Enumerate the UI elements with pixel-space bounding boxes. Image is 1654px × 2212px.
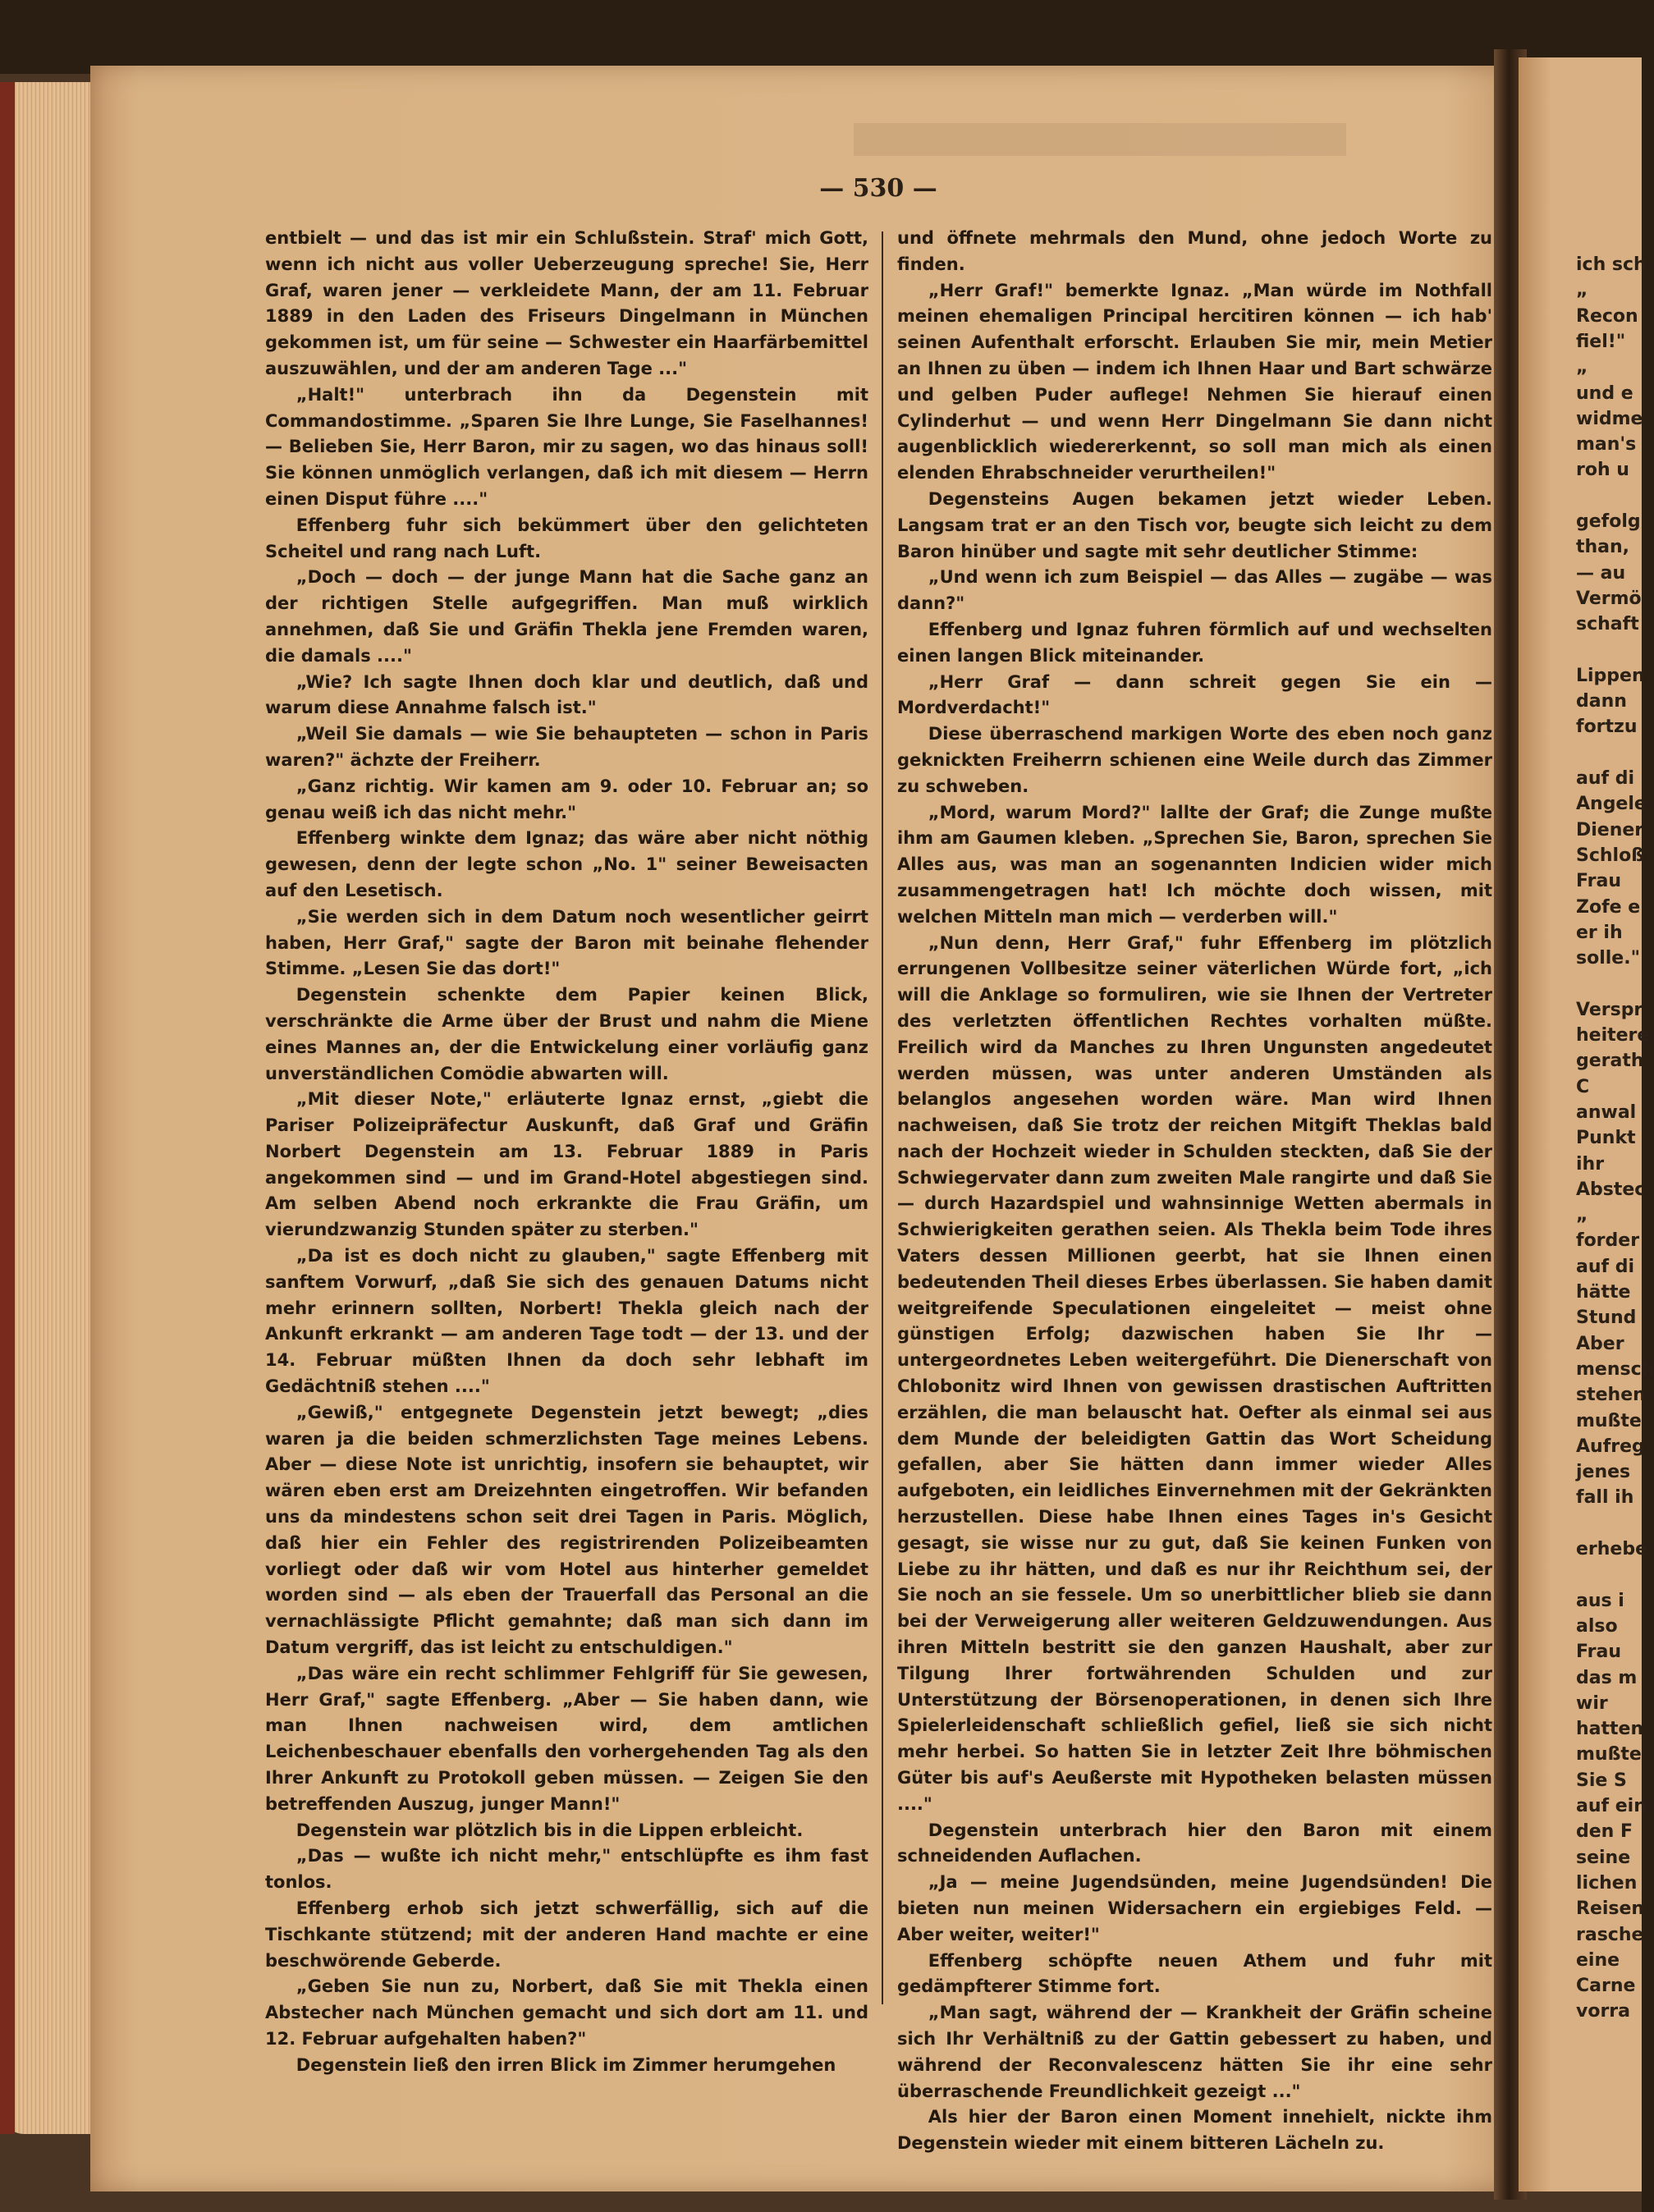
paragraph: „Doch — doch — der junge Mann hat die Sache ganz an der richtigen Stelle aufgegriffen. Man muß wirklich annehmen, daß Sie und Gräfin Thekla jene Fremden waren, die damals ...." [265, 567, 868, 666]
paragraph: „Halt!" unterbrach ihn da Degenstein mit Commandostimme. „Sparen Sie Ihre Lunge, Sie Faselhannes! — Belieben Sie, Herr Baron, mir zu sagen, wo das hinaus soll! Sie können unmöglich verlangen, daß ich mit diesem — Herrn einen Disput führe ...." [265, 384, 868, 509]
facing-page-line: und e [1576, 382, 1633, 404]
facing-page-line: er ih [1576, 922, 1623, 943]
paragraph: „Da ist es doch nicht zu glauben," sagte Effenberg mit sanftem Vorwurf, „daß Sie sich des genauen Datums nicht mehr erinnern sollten, Norbert! Thekla gleich nach der Ankunft erkrankt — am anderen Tage todt — der 13. und der 14. Februar müßten Ihnen da doch sehr lebhaft im Gedächtniß stehen ...." [265, 1246, 868, 1397]
facing-page-line: mußte [1576, 1410, 1642, 1431]
facing-page-line: lichen [1576, 1872, 1638, 1894]
facing-page-line: heitere [1576, 1025, 1650, 1046]
paragraph: Diese überraschend markigen Worte des eben noch ganz geknickten Freiherrn schienen eine Weile durch das Zimmer zu schweben. [897, 724, 1492, 796]
facing-page-line: widme [1576, 408, 1643, 429]
facing-page-line: hatten [1576, 1719, 1644, 1740]
facing-page-line: schaft [1576, 614, 1639, 635]
facing-page-line: vorra [1576, 2001, 1630, 2022]
facing-page-line: Vermö [1576, 588, 1642, 609]
facing-page-line: „ [1576, 1205, 1588, 1226]
paragraph: „Mord, warum Mord?" lallte der Graf; die Zunge mußte ihm am Gaumen kleben. „Sprechen Sie, Baron, sprechen Sie Alles aus, was man an sogenannten Indicien wider mich zusammengetragen hat! Ich möchte doch wissen, mit welchen Mitteln man mich — verderben will." [897, 802, 1492, 927]
facing-page-line: man's [1576, 434, 1637, 456]
paragraph: „Weil Sie damals — wie Sie behaupteten — schon in Paris waren?" ächzte der Freiherr. [265, 724, 868, 770]
facing-page-line: also [1576, 1615, 1618, 1637]
facing-page-line: forder [1576, 1230, 1640, 1252]
facing-page-line: eine [1576, 1949, 1620, 1971]
facing-page-line: gerath [1576, 1051, 1644, 1072]
paragraph: Degenstein war plötzlich bis in die Lippen erbleicht. [296, 1820, 804, 1840]
facing-page-line: roh u [1576, 460, 1629, 481]
facing-page-line: mensch [1576, 1358, 1654, 1380]
facing-page-line: Zofe e [1576, 896, 1641, 918]
paragraph: „Ja — meine Jugendsünden, meine Jugendsünden! Die bieten nun meinen Widersachern ein ergiebiges Feld. — Aber weiter, weiter!" [897, 1872, 1492, 1944]
paragraph: Degenstein ließ den irren Blick im Zimmer herumgehen [296, 2054, 836, 2075]
facing-page-line: ich sch [1576, 254, 1647, 275]
facing-page-line: Reisen [1576, 1898, 1645, 1920]
paragraph: Effenberg und Ignaz fuhren förmlich auf und wechselten einen langen Blick miteinander. [897, 619, 1492, 666]
book-binding [0, 82, 15, 2134]
facing-page-line: Lippen [1576, 665, 1645, 686]
paragraph: „Ganz richtig. Wir kamen am 9. oder 10. Februar an; so genau weiß ich das nicht mehr." [265, 776, 868, 822]
facing-page-line: Recon [1576, 305, 1638, 327]
facing-page-line: fortzu [1576, 717, 1638, 738]
paragraph: Degenstein schenkte dem Papier keinen Blick, verschränkte die Arme über der Brust und nahm die Miene eines Mannes an, der die Entwickelung einer vorläufig ganz unverständlichen Comödie abwarten will. [265, 985, 868, 1083]
facing-page-line: fiel!" [1576, 331, 1626, 352]
facing-page-line: C [1576, 1076, 1590, 1097]
paragraph: „Das — wußte ich nicht mehr," entschlüpfte es ihm fast tonlos. [265, 1846, 868, 1893]
facing-page-line: mußte [1576, 1744, 1642, 1765]
facing-page-line: rasche [1576, 1924, 1644, 1945]
paragraph: „Herr Graf — dann schreit gegen Sie ein — Mordverdacht!" [897, 671, 1492, 718]
facing-page-line: Carne [1576, 1976, 1636, 1997]
facing-page-line: auf di [1576, 768, 1635, 789]
paragraph: entbielt — und das ist mir ein Schlußstein. Straf' mich Gott, wenn ich nicht aus voller Ueberzeugung spreche! Sie, Herr Graf, waren jener — verkleidete Mann, der am 11. Februar 1889 in den Laden des Friseurs Dingelmann in München gekommen ist, um für seine — Schwester ein Haarfärbemittel auszuwählen, und der am anderen Tage ..." [265, 228, 868, 378]
facing-page-line: seine [1576, 1847, 1631, 1868]
facing-page-line: stehen [1576, 1385, 1646, 1406]
facing-page-line: hätte [1576, 1282, 1631, 1303]
facing-page-line: Abstec [1576, 1179, 1646, 1200]
paragraph: „Man sagt, während der — Krankheit der Gräfin scheine sich Ihr Verhältniß zu der Gattin gebessert zu haben, und während der Reconvalescenz hätten Sie ihr eine sehr überraschende Freundlichkeit gezeigt ..." [897, 2003, 1492, 2101]
stacked-page-edges [0, 82, 103, 2134]
facing-page-line: erhebe [1576, 1539, 1648, 1559]
facing-page-line: solle." [1576, 948, 1641, 969]
paragraph: „Und wenn ich zum Beispiel — das Alles — zugäbe — was dann?" [897, 567, 1492, 614]
facing-page-line: gefolg [1576, 511, 1641, 532]
facing-page-line: Aber [1576, 1333, 1624, 1354]
facing-page-line: — au [1576, 562, 1626, 584]
facing-page-line: wir [1576, 1692, 1608, 1714]
page-number: — 530 — [819, 174, 937, 203]
facing-page-line: anwal [1576, 1101, 1637, 1123]
facing-page-line: Punkt [1576, 1128, 1636, 1149]
facing-page-line: Diener [1576, 819, 1644, 840]
column-divider [882, 231, 883, 2004]
facing-page-line: Frau [1576, 871, 1621, 892]
bleed-through-shadow [854, 123, 1346, 156]
facing-page-line: „ [1576, 357, 1588, 378]
facing-page-line: dann [1576, 691, 1627, 712]
facing-page-fragment [1519, 57, 1654, 2191]
paragraph: „Wie? Ich sagte Ihnen doch klar und deutlich, daß und warum diese Annahme falsch ist." [265, 671, 868, 718]
paragraph: Als hier der Baron einen Moment innehielt, nickte ihm Degenstein wieder mit einem bitteren Lächeln zu. [897, 2107, 1492, 2154]
facing-page-line: auf di [1576, 1256, 1635, 1277]
text-column-left [265, 226, 868, 2079]
facing-page-line: Frau [1576, 1642, 1621, 1663]
facing-page-line: das m [1576, 1667, 1638, 1688]
facing-page-line: Angele [1576, 794, 1647, 815]
facing-page-line: Schloß [1576, 845, 1645, 866]
paragraph: und öffnete mehrmals den Mund, ohne jedoch Worte zu finden. [897, 228, 1492, 274]
facing-page-line: jenes [1576, 1462, 1631, 1483]
facing-page-line: aus i [1576, 1590, 1624, 1611]
paragraph: „Mit dieser Note," erläuterte Ignaz ernst, „giebt die Pariser Polizeipräfectur Auskunft, daß Graf und Gräfin Norbert Degenstein am 13. Februar 1889 in Paris angekommen sind — und im Grand-Hotel abgestiegen sind. Am selben Abend noch erkrankte die Frau Gräfin, um vierundzwanzig Stunden später zu sterben." [265, 1089, 868, 1240]
paragraph: „Sie werden sich in dem Datum noch wesentlicher geirrt haben, Herr Graf," sagte der Baron mit beinahe flehender Stimme. „Lesen Sie das dort!" [265, 906, 868, 979]
paragraph: „Herr Graf!" bemerkte Ignaz. „Man würde im Nothfall meinen ehemaligen Principal hercitiren können — ich hab' seinen Aufenthalt erforscht. Erlauben Sie mir, mein Metier an Ihnen zu üben — indem ich Ihnen Haar und Bart schwärze und gelben Puder auflege! Nehmen Sie hierauf einen Cylinderhut — und wenn Herr Dingelmann Sie dann nicht augenblicklich wiedererkennt, so soll man mich als einen elenden Ehrabschneider verurtheilen!" [897, 280, 1492, 483]
facing-page-line: Stund [1576, 1308, 1637, 1329]
paragraph: „Geben Sie nun zu, Norbert, daß Sie mit Thekla einen Abstecher nach München gemacht und sich dort am 11. und 12. Februar aufgehalten haben?" [265, 1976, 868, 2049]
facing-page-line: than, [1576, 537, 1630, 558]
paragraph: Effenberg erhob sich jetzt schwerfällig, sich auf die Tischkante stützend; mit der anderen Hand machte er eine beschwörende Geberde. [265, 1898, 868, 1971]
facing-page-line: Sie S [1576, 1770, 1627, 1791]
paragraph: Effenberg fuhr sich bekümmert über den gelichteten Scheitel und rang nach Luft. [265, 515, 868, 561]
facing-page-line: „ [1576, 280, 1588, 301]
paragraph: Effenberg schöpfte neuen Athem und fuhr mit gedämpfterer Stimme fort. [897, 1950, 1492, 1997]
paragraph: Degensteins Augen bekamen jetzt wieder Leben. Langsam trat er an den Tisch vor, beugte sich leicht zu dem Baron hinüber und sagte mit sehr deutlicher Stimme: [897, 488, 1492, 561]
facing-page-line: ihr [1576, 1153, 1605, 1175]
paragraph: „Nun denn, Herr Graf," fuhr Effenberg im plötzlich errungenen Vollbesitze seiner väterlichen Würde fort, „ich will die Anklage so formuliren, wie sie Ihnen der Vertreter des verletzten öffentlichen Rechtes vorhalten müßte. Freilich wird da Manches zu Ihren Ungunsten angedeutet werden müssen, was unter anderen Umständen als belanglos angesehen worden wäre. Man wird Ihnen nachweisen, daß Sie trotz der reichen Mitgift Theklas bald nach der Hochzeit wieder in Schulden steckten, daß Sie der Schwiegervater dann zum zweiten Male rangirte und daß Sie — durch Hazardspiel und wahnsinnige Wetten abermals in Schwierigkeiten gerathen seien. Als Thekla beim Tode ihres Vaters dessen Millionen geerbt, hat sie Ihnen einen bedeutenden Theil dieses Erbes überlassen. Sie haben damit weitgreifende Speculationen eingeleitet — meist ohne günstigen Erfolg; dazwischen haben Sie Ihr — untergeordnetes Leben weitergeführt. Die Dienerschaft von Chlobonitz wird Ihnen von gewissen drastischen Auftritten erzählen, die man belauscht hat. Oefter als einmal sei aus dem Munde der beleidigten Gattin das Wort Scheidung gefallen, aber Sie hätten dann immer wieder Alles aufgeboten, ein leidliches Einvernehmen mit der Gekränkten herzustellen. Diese habe Ihnen eines Tages in's Gesicht gesagt, sie wisse nur zu gut, daß Sie keinen Funken von Liebe zu ihr hätten, und daß es nur ihr Reichthum sei, der Sie noch an sie fessele. Um so unerbittlicher blieb sie dann bei der Verweigerung aller weiteren Geldzuwendungen. Aus ihren Mitteln bestritt sie den ganzen Haushalt, aber zur Tilgung Ihrer fortwährenden Schulden und zur Unterstützung der Börsenoperationen, in denen sich Ihre Spielerleidenschaft schließlich gefiel, ließ sie sich nicht mehr herbei. So hatten Sie in letzter Zeit Ihre böhmischen Güter bis auf's Aeußerste mit Hypotheken belasten müssen ...." [897, 932, 1492, 1814]
paragraph: „Gewiß," entgegnete Degenstein jetzt bewegt; „dies waren ja die beiden schmerzlichsten Tage meines Lebens. Aber — diese Note ist unrichtig, insofern sie behauptet, wir wären eben erst am Dreizehnten eingetroffen. Wir befanden uns da mindestens schon seit drei Tagen in Paris. Möglich, daß hier ein Fehler des registrirenden Polizeibeamten vorliegt oder daß wir vom Hotel aus hinterher gemeldet worden sind — als eben der Trauerfall das Personal an die vernachlässigte Pflicht gemahnte; daß man sich dann im Datum vergriff, das ist leicht zu entschuldigen." [265, 1402, 868, 1658]
facing-page-line: Verspr [1576, 999, 1643, 1020]
facing-page-line: auf ein [1576, 1796, 1647, 1816]
paragraph: Effenberg winkte dem Ignaz; das wäre aber nicht nöthig gewesen, denn der legte schon „No. 1" seiner Beweisacten auf den Lesetisch. [265, 828, 868, 900]
facing-page-line: den F [1576, 1821, 1633, 1843]
facing-page-line: Aufreg [1576, 1436, 1645, 1457]
text-column-right [897, 226, 1492, 2157]
paragraph: „Das wäre ein recht schlimmer Fehlgriff für Sie gewesen, Herr Graf," sagte Effenberg. „Aber — Sie haben dann, wie man Ihnen nachweisen wird, dem amtlichen Leichenbeschauer ebenfalls den vorhergehenden Tag als den Ihrer Ankunft zu Protokoll geben müssen. — Zeigen Sie den betreffenden Auszug, junger Mann!" [265, 1663, 868, 1814]
paragraph: Degenstein unterbrach hier den Baron mit einem schneidenden Auflachen. [897, 1820, 1492, 1866]
facing-page-line: fall ih [1576, 1487, 1634, 1509]
